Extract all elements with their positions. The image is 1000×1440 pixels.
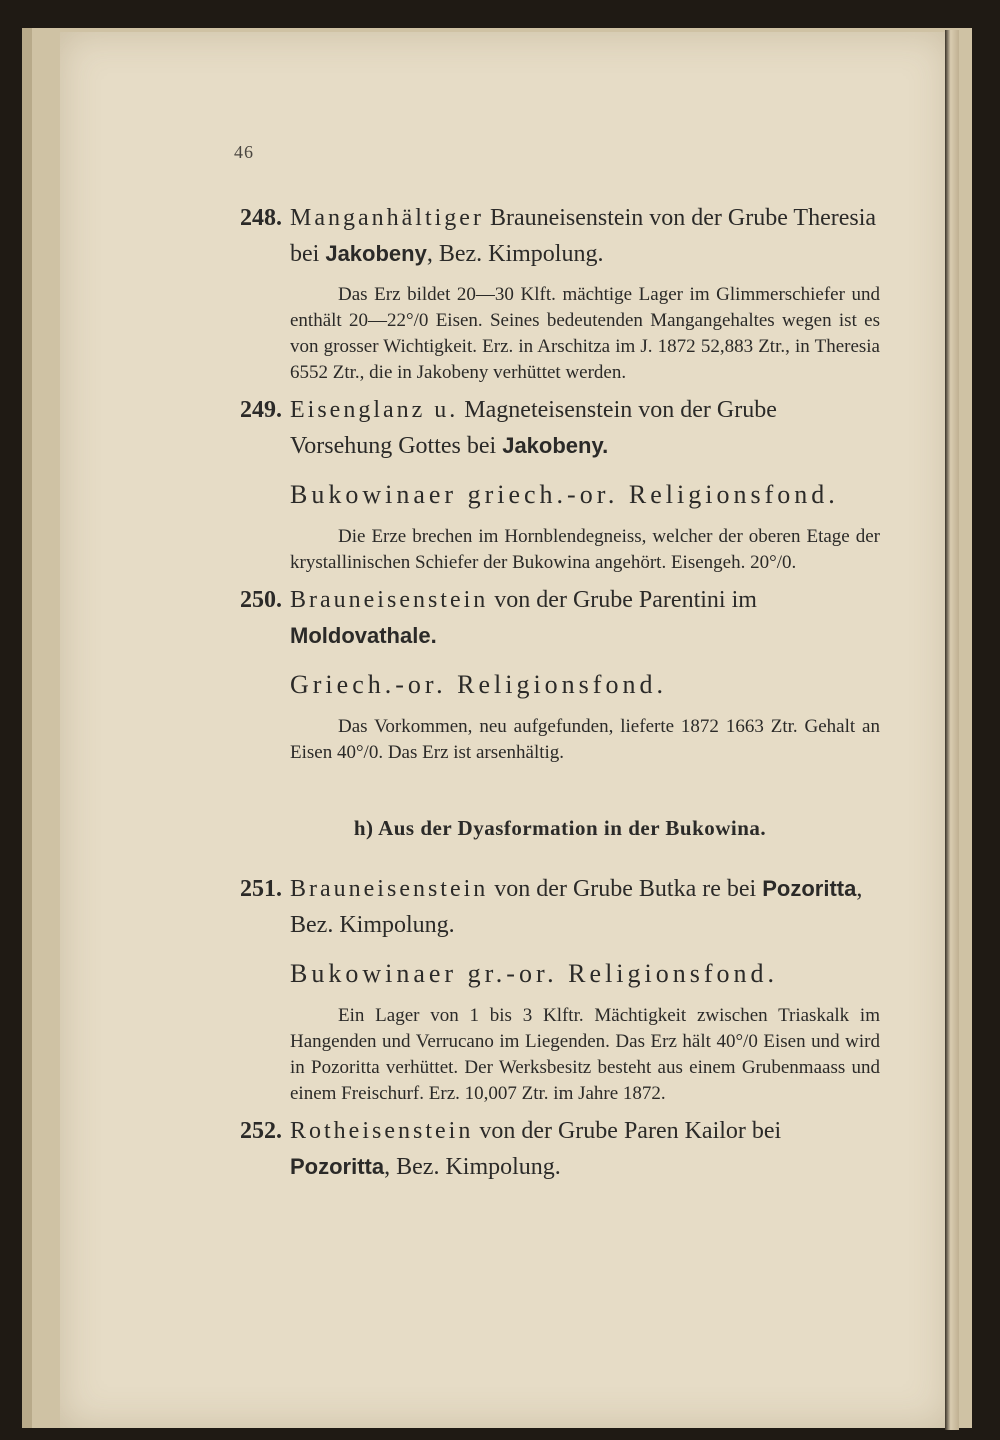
- entry-250: [240, 582, 880, 654]
- mineral-name: Brauneisenstein: [290, 587, 489, 613]
- entry-number: 248.: [240, 205, 282, 231]
- entry-text-tail: , Bez. Kimpolung.: [290, 876, 863, 938]
- page-number: 46: [234, 142, 254, 162]
- note-250: [240, 714, 880, 766]
- entry-text-tail: , Bez. Kimpolung.: [426, 241, 604, 267]
- entry-number: 249.: [240, 397, 282, 423]
- entry-text: von der Grube Butka re bei: [488, 876, 763, 902]
- page-edge: [945, 30, 959, 1430]
- note-text: Die Erze brechen im Hornblendegneiss, welcher der oberen Etage der krystallinischen Schiefer der Bukowina angehört. Eisengeh. 20°/0.: [290, 526, 880, 573]
- locality: Pozoritta: [762, 876, 857, 901]
- mineral-name: Manganhältiger: [290, 205, 484, 231]
- entry-text: Brauneisenstein von der Grube Theresia bei: [290, 205, 877, 267]
- note-text: Das Vorkommen, neu aufgefunden, lieferte 1872 1663 Ztr. Gehalt an Eisen 40°/0. Das Erz ist arsenhältig.: [290, 716, 880, 763]
- locality: Moldovathale.: [290, 623, 437, 648]
- entry-text: von der Grube Paren Kailor bei: [473, 1118, 782, 1144]
- mineral-name: Eisenglanz u.: [290, 397, 459, 423]
- note-248: [240, 282, 880, 386]
- entry-text: von der Grube Parentini im: [488, 587, 757, 613]
- owner-heading: Griech.-or. Religionsfond.: [290, 670, 667, 699]
- mineral-name: Brauneisenstein: [290, 876, 489, 902]
- mineral-name: Rotheisenstein: [290, 1118, 474, 1144]
- locality: Jakobeny: [325, 241, 427, 266]
- entry-252: [240, 1113, 880, 1185]
- locality: Pozoritta: [290, 1154, 385, 1179]
- note-251: [240, 1003, 880, 1107]
- entry-text-tail: , Bez. Kimpolung.: [384, 1154, 561, 1180]
- page-content: [240, 200, 880, 1185]
- note-text: Ein Lager von 1 bis 3 Klftr. Mächtigkeit zwischen Triaskalk im Hangenden und Verrucano im Liegenden. Das Erz hält 40°/0 Eisen und wird in Pozoritta verhüttet. Der Werksbesitz besteht aus einem Grubenmaass und einem Freischurf. Erz. 10,007 Ztr. im Jahre 1872.: [290, 1005, 880, 1104]
- entry-251: [240, 871, 880, 943]
- locality: Jakobeny.: [502, 433, 609, 458]
- entry-number: 251.: [240, 876, 282, 902]
- entry-249: [240, 392, 880, 464]
- entry-text: Magneteisenstein von der Grube Vorsehung Gottes bei: [290, 397, 777, 459]
- entry-248: [240, 200, 880, 272]
- entry-number: 250.: [240, 587, 282, 613]
- entry-number: 252.: [240, 1118, 282, 1144]
- note-text: Das Erz bildet 20—30 Klft. mächtige Lager im Glimmerschiefer und enthält 20—22°/0 Eisen. Seines bedeutenden Mangangehaltes wegen ist es von grosser Wichtigkeit. Erz. in Arschitza im J. 1872 52,883 Ztr., in Theresia 6552 Ztr., die in Jakobeny verhüttet werden.: [290, 284, 880, 383]
- section-heading: h) Aus der Dyasformation in der Bukowina.: [353, 816, 767, 840]
- owner-heading: Bukowinaer griech.-or. Religionsfond.: [290, 480, 839, 509]
- owner-heading: Bukowinaer gr.-or. Religionsfond.: [290, 959, 779, 988]
- note-249: [240, 524, 880, 576]
